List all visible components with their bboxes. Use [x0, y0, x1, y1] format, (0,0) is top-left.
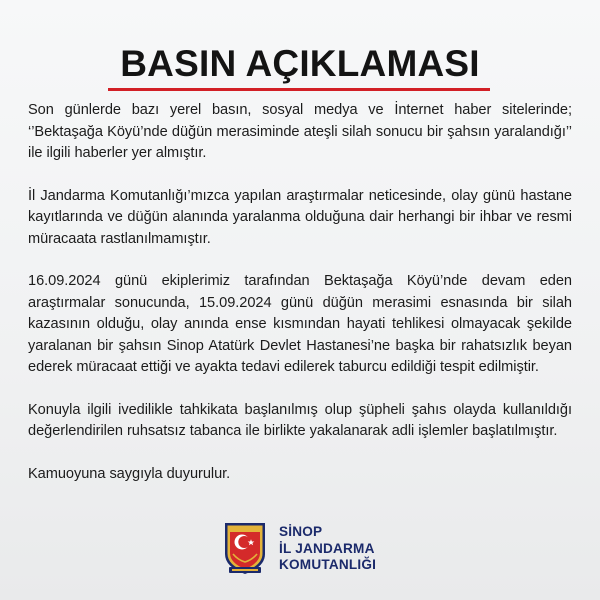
org-line-3: KOMUTANLIĞI [279, 557, 377, 572]
paragraph-5: Kamuoyuna saygıyla duyurulur. [28, 465, 231, 482]
org-line-2: İL JANDARMA [279, 540, 375, 556]
press-release-body [28, 100, 572, 506]
org-line-1: SİNOP [279, 524, 323, 539]
paragraph-2: İl Jandarma Komutanlığı’mızca yapılan araştırmalar neticesinde, olay günü hastane kayıtlarında ve düğün alanında yaralanma olduğuna dair herhangi bir ihbar ve resmi müracaata rastlanılmamıştır. [28, 187, 572, 247]
signature-block [221, 520, 421, 580]
jandarma-emblem-icon [221, 520, 269, 576]
title-underline [108, 88, 490, 91]
page-title: BASIN AÇIKLAMASI [120, 43, 480, 84]
organization-name [279, 524, 419, 574]
paragraph-1: Son günlerde bazı yerel basın, sosyal medya ve İnternet haber sitelerinde; ‘’Bektaşağa Köyü’nde düğün merasiminde ateşli silah sonucu bir şahsın yaralandığı’’ ile ilgili haberler yer almıştır. [28, 102, 572, 161]
paragraph-3: 16.09.2024 günü ekiplerimiz tarafından Bektaşağa Köyü’nde devam eden araştırmalar sonucunda, 15.09.2024 günü düğün merasimi esnasında bir silah kazasının olduğu, olay anında ense kısmından hayati tehlikesi olmayacak şekilde yaralanan bir şahsın Sinop Atatürk Devlet Hastanesi’ne başka bir rahatsızlık beyan ederek müracaat ettiği ve ayakta tedavi edilerek taburcu edildiği tespit edilmiştir. [28, 273, 572, 375]
paragraph-4: Konuyla ilgili ivedilikle tahkikata başlanılmış olup şüpheli şahıs olayda kullanıldığı değerlendirilen ruhsatsız tabanca ile birlikte yakalanarak adli işlemler başlatılmıştır. [28, 401, 572, 439]
